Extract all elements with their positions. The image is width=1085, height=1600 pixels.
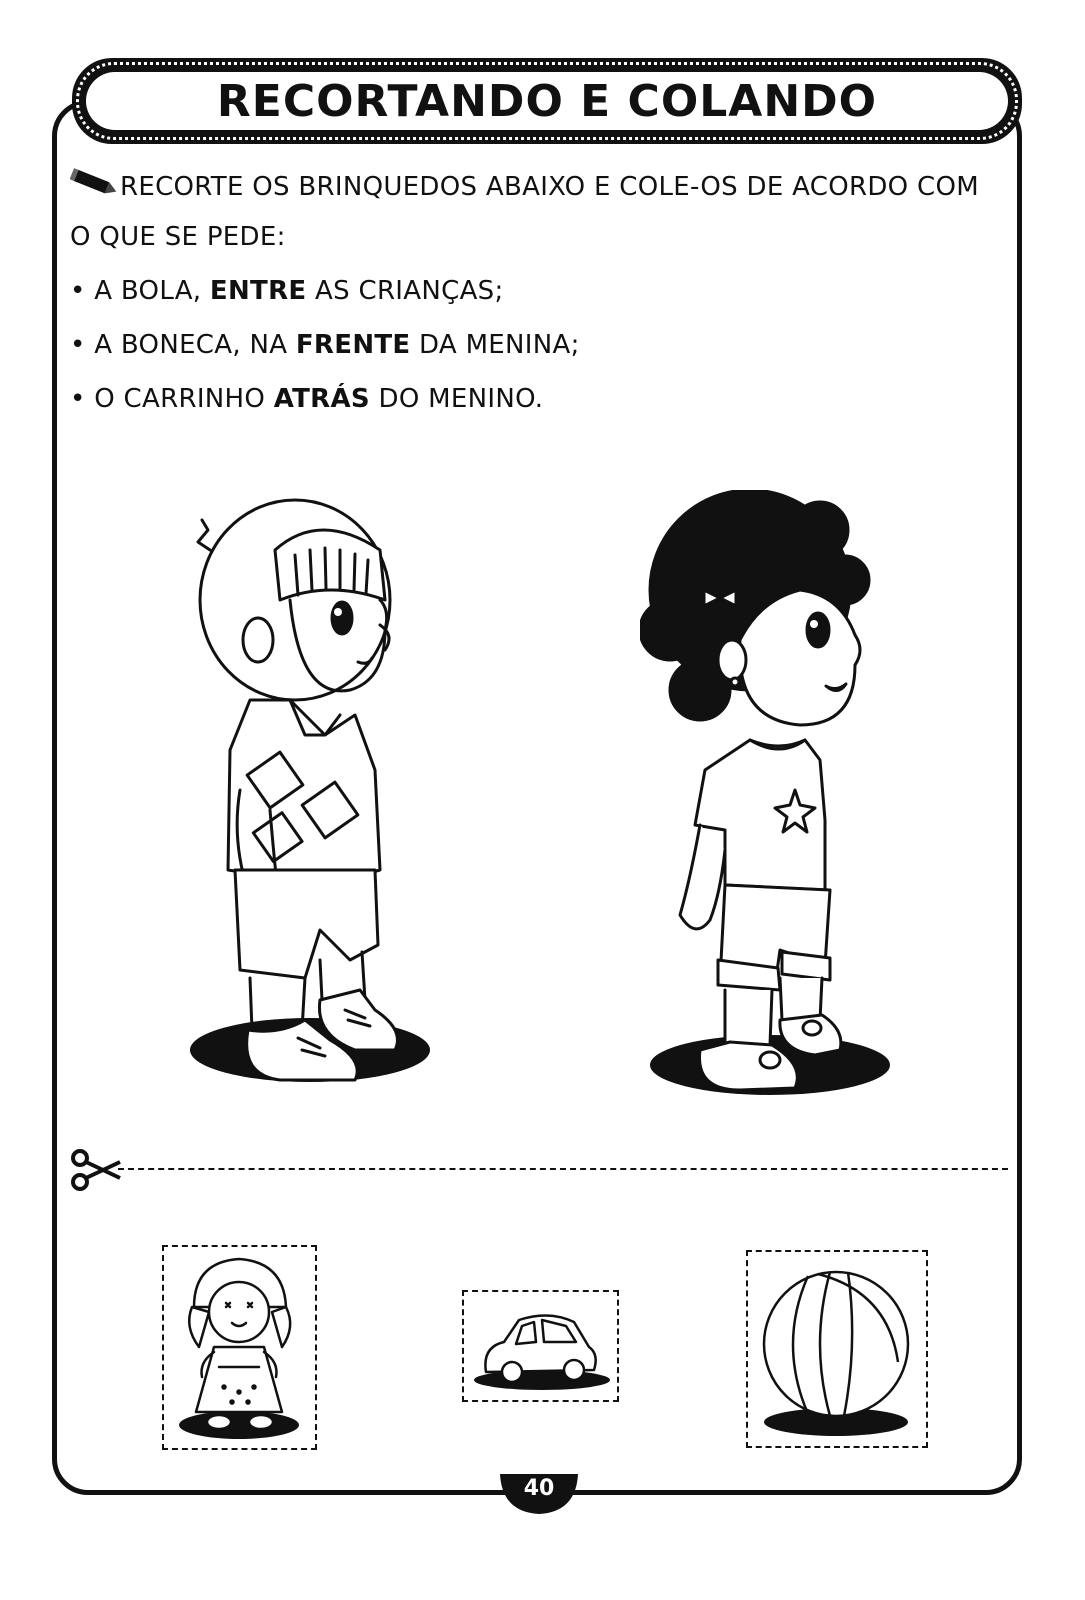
- bullet: •: [70, 276, 86, 306]
- page-number: 40: [523, 1476, 555, 1501]
- bullet: •: [70, 330, 86, 360]
- bullet: •: [70, 384, 86, 414]
- car-cutout-box[interactable]: [462, 1290, 619, 1402]
- scissors-icon: [68, 1148, 124, 1192]
- instruction-line-2: O QUE SE PEDE:: [70, 222, 286, 252]
- item-text-after: DO MENINO.: [369, 384, 544, 414]
- item-text-after: DA MENINA;: [410, 330, 580, 360]
- boy-illustration: [180, 490, 440, 1115]
- item-text-before: A BOLA,: [94, 276, 210, 306]
- doll-cutout-box[interactable]: [162, 1245, 317, 1450]
- list-item: [70, 330, 580, 360]
- pencil-icon: [70, 168, 120, 198]
- doll-illustration: [164, 1247, 315, 1448]
- instruction-line-1: RECORTE OS BRINQUEDOS ABAIXO E COLE-OS DE ACORDO COM: [120, 172, 979, 202]
- item-keyword: ATRÁS: [273, 384, 370, 414]
- list-item: [70, 384, 543, 414]
- page-number-badge: [496, 1468, 582, 1518]
- item-keyword: FRENTE: [295, 330, 411, 360]
- item-text-before: O CARRINHO: [94, 384, 274, 414]
- ball-cutout-box[interactable]: [746, 1250, 928, 1448]
- list-item: [70, 276, 504, 306]
- page-title: RECORTANDO E COLANDO: [216, 75, 878, 127]
- girl-illustration: [640, 490, 900, 1115]
- item-text-before: A BONECA, NA: [94, 330, 296, 360]
- item-text-after: AS CRIANÇAS;: [306, 276, 504, 306]
- item-keyword: ENTRE: [209, 276, 307, 306]
- ball-illustration: [748, 1252, 926, 1446]
- car-illustration: [464, 1292, 617, 1400]
- cut-line: [118, 1168, 1008, 1170]
